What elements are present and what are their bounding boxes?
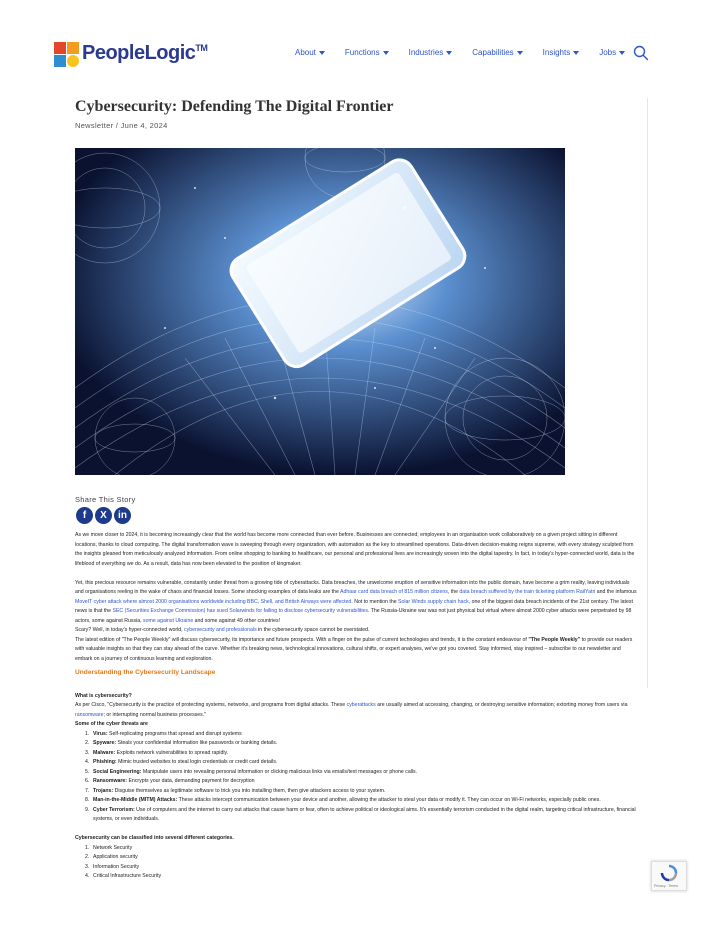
link-ransomware[interactable]: ransomware [75, 711, 104, 718]
logo-mark [54, 42, 80, 68]
chevron-down-icon [619, 51, 625, 55]
x-icon[interactable]: X [95, 507, 112, 524]
facebook-icon[interactable]: f [76, 507, 93, 524]
list-item: 2. Spyware: Steals your confidential information like passwords or banking details. [85, 740, 278, 746]
question-heading: What is cybersecurity? [75, 692, 132, 699]
sidebar-divider [647, 98, 648, 688]
nav-capabilities[interactable]: Capabilities [472, 48, 522, 57]
list-item: 6. Ransomware: Encrypts your data, demanding payment for decryption [85, 778, 255, 784]
main-nav [295, 48, 625, 57]
site-header [0, 0, 720, 100]
nav-insights[interactable]: Insights [543, 48, 580, 57]
categories-heading: Cybersecurity can be classified into several different categories. [75, 835, 234, 841]
article-body [75, 531, 638, 882]
recaptcha-icon [660, 864, 678, 882]
paragraph-cisco: As per Cisco, "Cybersecurity is the practice of protecting systems, networks, and programs from digital attacks. These cyberattacks are usually aimed at accessing, changing, or destroying sensitive information; extorting money from users via ransomware; or interrupting normal business processes." [75, 702, 628, 718]
chevron-down-icon [446, 51, 452, 55]
linkedin-icon[interactable]: in [114, 507, 131, 524]
chevron-down-icon [517, 51, 523, 55]
list-item: 4. Critical Infrastructure Security [85, 873, 162, 879]
list-item: 3. Information Security [85, 863, 140, 870]
list-item: 8. Man-in-the-Middle (MITM) Attacks: These attacks intercept communication between your device and another, allowing the attacker to steal your data or modify it. They can occur on Wi-Fi networks, especially public ones. [85, 797, 601, 803]
paragraph-breaches: Yet, this precious resource remains vulnerable, constantly under threat from a growing tide of cyberattacks. Data breaches, the unwelcome eruption of sensitive information into the public domain, have become a grim reality, leaving individuals and organisations reeling in the wake of chaos and financial losses. Some shocking examples of data leaks are the Adhaar card data breach of 815 million citizens, the data breach suffered by the train ticketing platform RailYatri and the infamous MoveIT cyber attack where almost 2000 organisations worldwide including BBC, Shell, and British Airways were affected. Not to mention the Solar Winds supply chain hack, one of the biggest data breach incidents of the 21st century. The latest news is that the SEC (Securities Exchange Commission) has sued Solarwinds for failing to disclose cybersecurity vulnerabilities. The Russia-Ukraine war was not just physical but virtual where almost 2000 cyber attacks were perpetrated by 98 actors, some against Russia, some against Ukraine and some against 49 other countries! [75, 579, 637, 624]
link-solarwinds[interactable]: Solar Winds supply chain hack, [398, 598, 471, 605]
nav-jobs[interactable]: Jobs [599, 48, 625, 57]
search-icon[interactable] [633, 45, 649, 61]
list-item: 3. Malware: Exploits network vulnerabilities to spread rapidly. [85, 749, 229, 756]
link-cybersecurity-professionals[interactable]: cybersecurity and professionals [184, 627, 257, 633]
paragraph-weekly: The latest edition of "The People Weekly" will discuss cybersecurity, its importance and future prospects. With a finger on the pulse of current technologies and trends, it is the constant endeavour of "The People Weekly" to provide our readers with valuable insights so that they can stay ahead of the curve. Whether it's breaking news, technological innovations, cultural shifts, or expert analyses, we've got you covered. Stay informed, stay inspired – subscribe to our newsletter and embark on a journey of continuous learning and exploration. [75, 636, 633, 662]
list-item: 4. Phishing: Mimic trusted websites to steal login credentials or credit card details. [85, 759, 278, 765]
peoplelogic-logo[interactable] [54, 42, 208, 70]
hero-image [75, 148, 565, 475]
list-item: 1. Network Security [85, 844, 133, 851]
link-railyatri[interactable]: data breach suffered by the train ticketing platform RailYatri [459, 589, 596, 595]
list-item: 2. Application security [85, 854, 138, 860]
chevron-down-icon [573, 51, 579, 55]
captcha-links[interactable]: Privacy - Terms [654, 884, 679, 888]
section-heading: Understanding the Cybersecurity Landscape [75, 669, 216, 676]
link-adhaar[interactable]: Adhaar card data breach of 815 million citizens [340, 589, 448, 595]
share-icons [76, 507, 131, 524]
categories-list [75, 844, 638, 882]
chevron-down-icon [383, 51, 389, 55]
nav-about[interactable]: About [295, 48, 325, 57]
page-title: Cybersecurity: Defending The Digital Frontier [75, 98, 394, 115]
list-item: 5. Social Engineering: Manipulate users into revealing personal information or clicking malicious links via emails/text messages or phone calls. [85, 768, 418, 775]
nav-functions[interactable]: Functions [345, 48, 389, 57]
list-item: 9. Cyber Terrorism: Use of computers and the internet to carry out attacks that cause harm or fear, often to achieve political or ideological aims. It's essentially terrorism conducted in the digital realm, targeting critical infrastructure, financial systems, or even individuals. [85, 806, 636, 822]
list-item: 7. Trojans: Disguise themselves as legitimate software to trick you into installing them, then give attackers access to your system. [85, 787, 386, 794]
link-cyberattacks[interactable]: cyberattacks [346, 702, 376, 708]
threats-heading: Some of the cyber threats are [75, 721, 148, 727]
recaptcha-badge[interactable] [651, 861, 687, 891]
list-item: 1. Virus: Self-replicating programs that spread and disrupt systems [85, 730, 242, 737]
paragraph-intro: As we move closer to 2024, it is becoming increasingly clear that the world has become more connected than ever before. Businesses are connected; employees in an organisation work collaboratively on a given project sitting in different locations, thanks to cloud computing. The digital transformation wave is sweeping through every organization, with automation as the key to streamlined operations. Data-driven decision-making reigns supreme, with every strategy sculpted from the insights gleaned from meticulously analyzed information. From online shopping to banking to healthcare, our personal and professional lives are increasingly woven into the digital tapestry. In fact, in today's hyper-connected world, data is the lifeblood of everything we do. As a result, data has now been elevated to the position of kingmaker. [75, 532, 635, 567]
logo-wordmark: PeopleLogic™ [82, 42, 208, 64]
link-ukraine[interactable]: some against Ukraine [143, 617, 194, 624]
share-label: Share This Story [75, 495, 136, 504]
nav-industries[interactable]: Industries [409, 48, 453, 57]
link-sec[interactable]: SEC (Securities Exchange Commission) has sued Solarwinds for failing to disclose cybersecurity vulnerabilities [112, 608, 368, 614]
link-moveit[interactable]: MoveIT cyber attack where almost 2000 organisations worldwide including BBC, Shell, and British Airways were affected [75, 598, 352, 605]
threats-list [75, 730, 638, 825]
paragraph-scary: Scary? Well, in today's hyper-connected world, cybersecurity and professionals in the cybersecurity space cannot be overstated. [75, 627, 370, 633]
chevron-down-icon [319, 51, 325, 55]
article-meta: Newsletter / June 4, 2024 [75, 121, 168, 130]
